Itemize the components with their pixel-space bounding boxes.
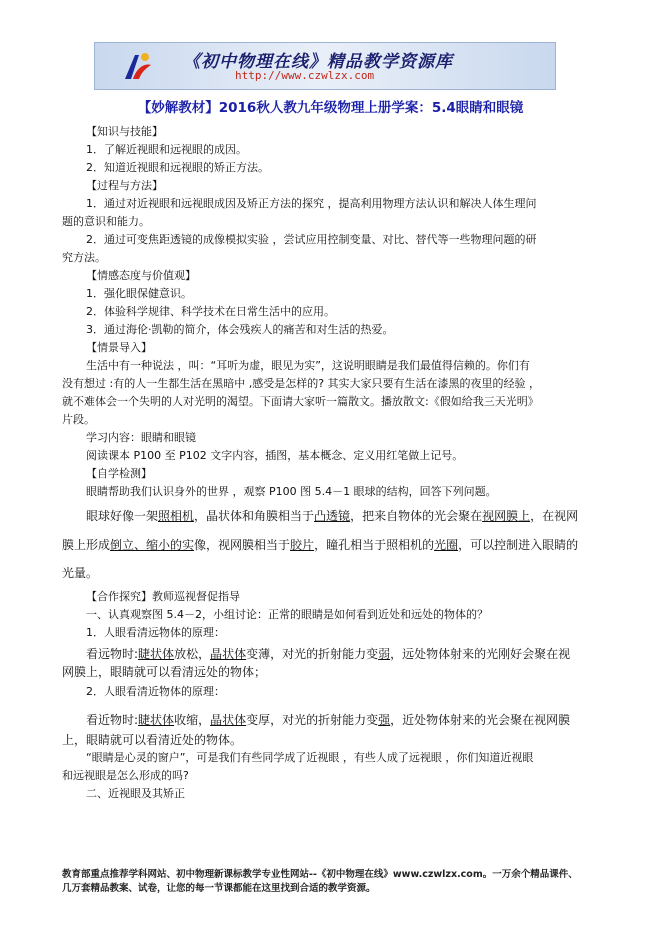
text-line: 2．通过可变焦距透镜的成像模拟实验 ，尝试应用控制变量、对比、替代等一些物理问题的研 bbox=[86, 233, 537, 246]
text-line: 1．了解近视眼和远视眼的成因。 bbox=[86, 143, 247, 156]
text-run: 眼球好像一架 bbox=[86, 509, 159, 523]
answer-blank: 光圈 bbox=[434, 538, 459, 552]
text-run: ，远处物体射来的光刚好会聚在视 bbox=[390, 647, 571, 661]
section-heading: 【情感态度与价值观】 bbox=[86, 269, 196, 282]
fill-in-paragraph-line bbox=[86, 647, 570, 661]
text-run: ，在视网 bbox=[530, 509, 579, 523]
answer-blank: 照相机 bbox=[158, 509, 195, 523]
text-run: 看远物时: bbox=[86, 647, 139, 661]
section-heading: 二、近视眼及其矫正 bbox=[86, 787, 185, 800]
section-heading: 【合作探究】教师巡视督促指导 bbox=[86, 590, 240, 603]
text-line: 和远视眼是怎么形成的吗? bbox=[62, 769, 189, 782]
answer-blank: 晶状体 bbox=[210, 647, 247, 661]
text-run: 看近物时: bbox=[86, 713, 139, 727]
text-line: 没有想过 :有的人一生都生活在黑暗中 ,感受是怎样的? 其实大家只要有生活在漆黑的夜里的经验 ， bbox=[62, 377, 541, 390]
text-run: 膜上形成 bbox=[62, 538, 111, 552]
fill-in-paragraph-line bbox=[62, 538, 578, 552]
footer-line: 教育部重点推荐学科网站、初中物理新课标教学专业性网站--《初中物理在线》www.czwlzx.com。一万余个精品课件、 bbox=[62, 869, 578, 880]
text-line: 上，眼睛就可以看清近处的物体。 bbox=[62, 733, 243, 747]
banner-title: 《初中物理在线》精品教学资源库 bbox=[183, 52, 453, 72]
text-line: 1．通过对近视眼和远视眼成因及矫正方法的探究 ，提高利用物理方法认识和解决人体生理问 bbox=[86, 197, 537, 210]
section-heading: 【情景导入】 bbox=[86, 341, 152, 354]
text-run: ，近处物体射来的光会聚在视网膜 bbox=[390, 713, 571, 727]
document-title: 【妙解教材】2016秋人教九年级物理上册学案：5.4眼睛和眼镜 bbox=[137, 100, 524, 116]
section-heading: 【自学检测】 bbox=[86, 467, 152, 480]
answer-blank: 睫状体 bbox=[138, 713, 175, 727]
text-line: 题的意识和能力。 bbox=[62, 215, 150, 228]
text-run: 收缩， bbox=[174, 713, 211, 727]
text-line: 3．通过海伦·凯勒的简介，体会残疾人的痛苦和对生活的热爱。 bbox=[86, 323, 394, 336]
section-heading: 【过程与方法】 bbox=[86, 179, 163, 192]
text-line: 1．人眼看清远物体的原理： bbox=[86, 626, 225, 639]
text-run: 变薄，对光的折射能力变 bbox=[246, 647, 379, 661]
fill-in-paragraph-line bbox=[86, 713, 570, 727]
section-heading: 【知识与技能】 bbox=[86, 125, 163, 138]
answer-blank: 胶片 bbox=[290, 538, 315, 552]
header-banner bbox=[94, 42, 556, 90]
text-line: 生活中有一种说法 ，叫：“耳听为虚，眼见为实”，这说明眼睛是我们最值得信赖的。你们有 bbox=[86, 359, 530, 372]
text-line: 2．体验科学规律、科学技术在日常生活中的应用。 bbox=[86, 305, 335, 318]
text-line: “眼睛是心灵的窗户”，可是我们有些同学成了近视眼 ，有些人成了远视眼 ，你们知道近视眼 bbox=[86, 751, 534, 764]
answer-blank: 凸透镜 bbox=[314, 509, 351, 523]
fill-in-paragraph-line bbox=[86, 509, 578, 523]
text-line: 网膜上，眼睛就可以看清远处的物体； bbox=[62, 665, 267, 679]
text-line: 眼睛帮助我们认识身外的世界 ，观察 P100 图 5.4－1 眼球的结构，回答下列问题。 bbox=[86, 485, 497, 498]
text-run: ，瞳孔相当于照相机的 bbox=[314, 538, 435, 552]
text-line: 一、认真观察图 5.4－2，小组讨论：正常的眼睛是如何看到近处和远处的物体的？ bbox=[86, 608, 488, 621]
answer-blank: 睫状体 bbox=[138, 647, 175, 661]
text-run: ，把来自物体的光会聚在 bbox=[350, 509, 483, 523]
text-line: 片段。 bbox=[62, 413, 95, 426]
text-line: 阅读课本 P100 至 P102 文字内容，插图，基本概念、定义用红笔做上记号。 bbox=[86, 449, 464, 462]
answer-blank: 弱 bbox=[378, 647, 391, 661]
answer-blank: 视网膜上 bbox=[482, 509, 531, 523]
text-line: 光量。 bbox=[62, 566, 99, 580]
answer-blank: 倒立、缩小的实 bbox=[110, 538, 195, 552]
text-line: 1．强化眼保健意识。 bbox=[86, 287, 192, 300]
text-run: 像，视网膜相当于 bbox=[194, 538, 291, 552]
answer-blank: 强 bbox=[378, 713, 391, 727]
text-line: 学习内容：眼睛和眼镜 bbox=[86, 431, 196, 444]
text-run: ，晶状体和角膜相当于 bbox=[194, 509, 315, 523]
text-run: ，可以控制进入眼睛的 bbox=[458, 538, 579, 552]
text-run: 变厚，对光的折射能力变 bbox=[246, 713, 379, 727]
site-logo-icon bbox=[121, 49, 155, 83]
text-line: 2．人眼看清近物体的原理： bbox=[86, 685, 225, 698]
footer-line: 几万套精品教案、试卷，让您的每一节课都能在这里找到合适的教学资源。 bbox=[62, 883, 376, 894]
text-line: 2．知道近视眼和远视眼的矫正方法。 bbox=[86, 161, 269, 174]
text-line: 就不难体会一个失明的人对光明的渴望。下面请大家听一篇散文。播放散文:《假如给我三天光明》 bbox=[62, 395, 539, 408]
answer-blank: 晶状体 bbox=[210, 713, 247, 727]
text-line: 究方法。 bbox=[62, 251, 106, 264]
banner-url: http://www.czwlzx.com bbox=[235, 69, 375, 82]
text-run: 放松， bbox=[174, 647, 211, 661]
